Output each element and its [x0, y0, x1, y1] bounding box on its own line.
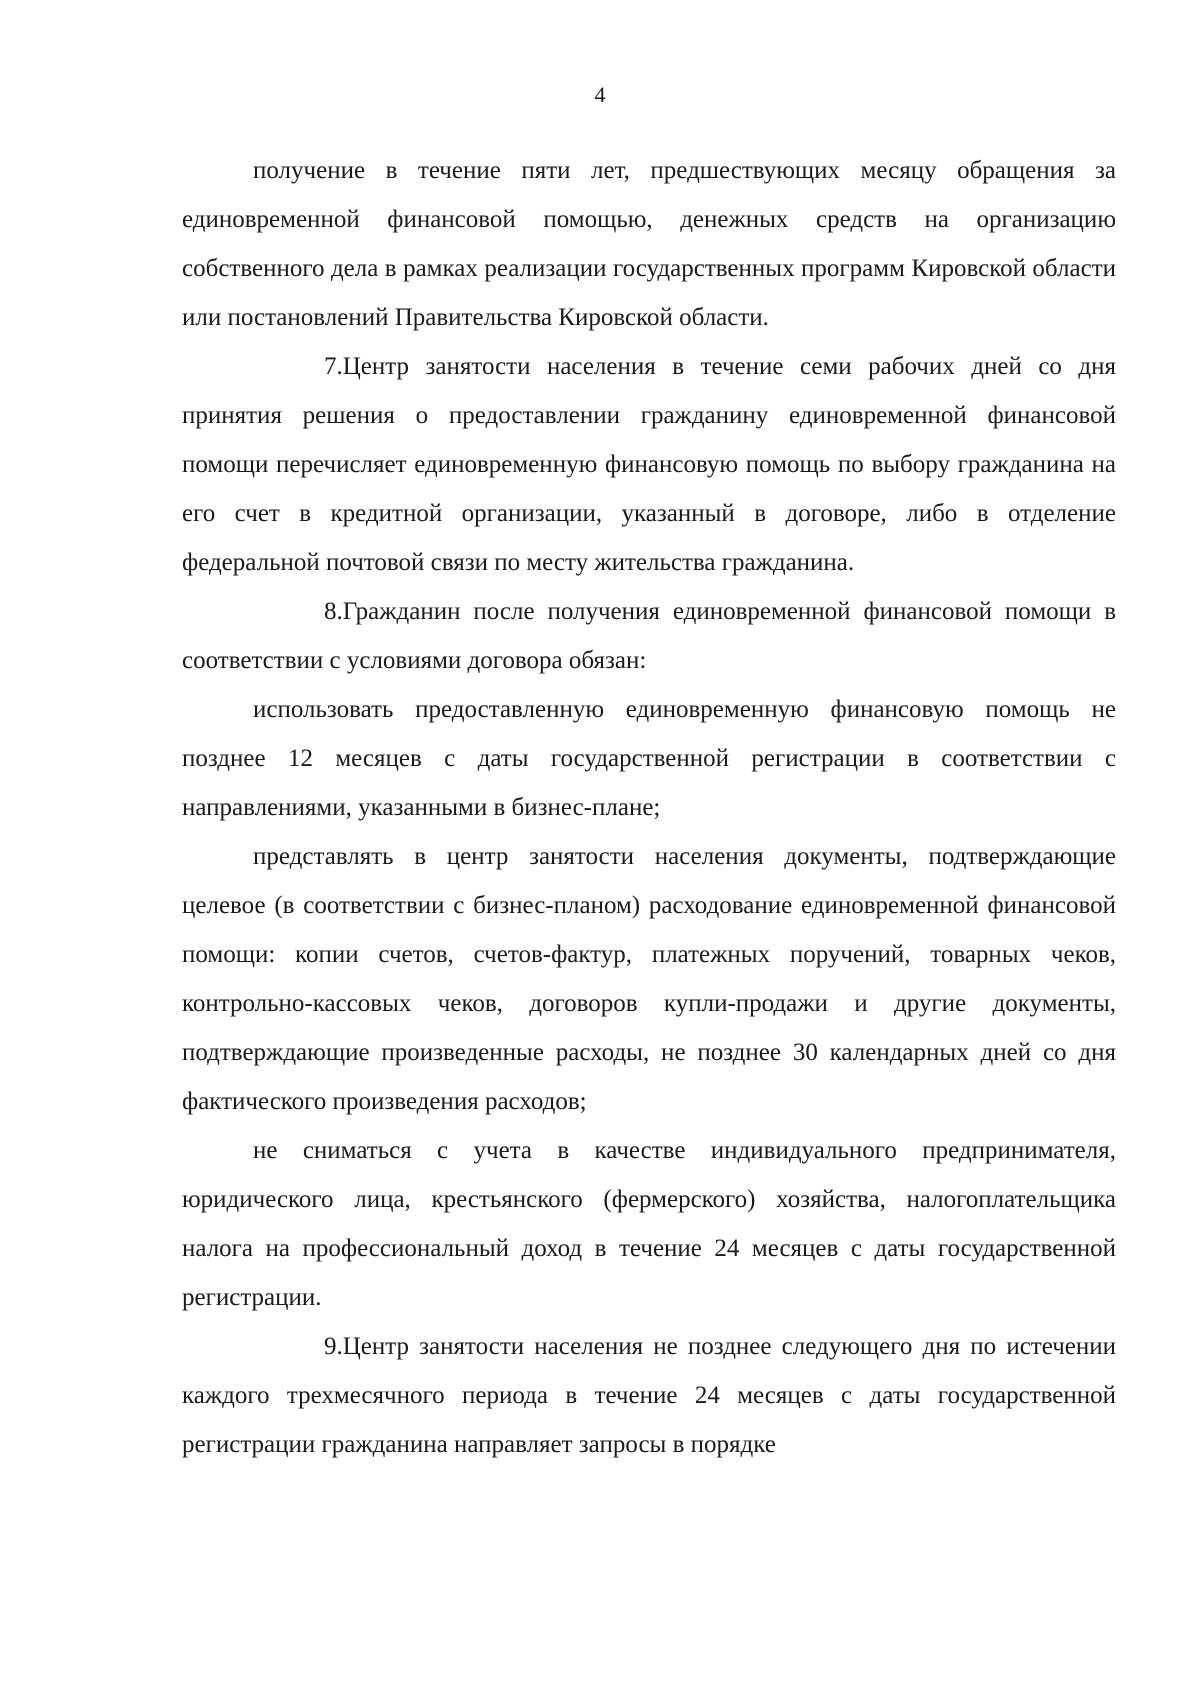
paragraph-continuation: получение в течение пяти лет, предшествующих месяцу обращения за единовременной финансовой помощью, денежных средств на организацию собственного дела в рамках реализации государственных программ Кировской области или постановлений Правительства Кировской области. — [182, 157, 1116, 331]
paragraph-text: Центр занятости населения в течение семи рабочих дней со дня принятия решения о предоставлении гражданину единовременной финансовой помощи перечисляет единовременную финансовую помощь по выбору гражданина на его счет в кредитной организации, указанный в договоре, либо в отделение федеральной почтовой связи по месту жительства гражданина. — [182, 353, 1116, 576]
paragraph-number: 8. — [324, 598, 343, 625]
document-body — [182, 146, 1116, 1469]
paragraph-text: Гражданин после получения единовременной финансовой помощи в соответствии с условиями договора обязан: — [182, 598, 1116, 674]
paragraph-number: 7. — [324, 353, 343, 380]
paragraph-number: 9. — [324, 1333, 343, 1360]
paragraph-text: Центр занятости населения не позднее следующего дня по истечении каждого трехмесячного периода в течение 24 месяцев с даты государственной регистрации гражданина направляет запросы в порядке — [182, 1333, 1116, 1458]
paragraph-8 — [182, 587, 1116, 685]
paragraph-8-item-use-funds: использовать предоставленную единовременную финансовую помощь не позднее 12 месяцев с даты государственной регистрации в соответствии с направлениями, указанными в бизнес-плане; — [182, 696, 1116, 821]
page-number: 4 — [594, 82, 606, 107]
paragraph-9 — [182, 1322, 1116, 1469]
paragraph-8-item-keep-registration: не сниматься с учета в качестве индивидуального предпринимателя, юридического лица, крестьянского (фермерского) хозяйства, налогоплательщика налога на профессиональный доход в течение 24 месяцев с даты государственной регистрации. — [182, 1137, 1116, 1311]
paragraph-7 — [182, 342, 1116, 587]
paragraph-8-item-submit-documents: представлять в центр занятости населения документы, подтверждающие целевое (в соответствии с бизнес-планом) расходование единовременной финансовой помощи: копии счетов, счетов-фактур, платежных поручений, товарных чеков, контрольно-кассовых чеков, договоров купли-продажи и другие документы, подтверждающие произведенные расходы, не позднее 30 календарных дней со дня фактического произведения расходов; — [182, 843, 1116, 1115]
